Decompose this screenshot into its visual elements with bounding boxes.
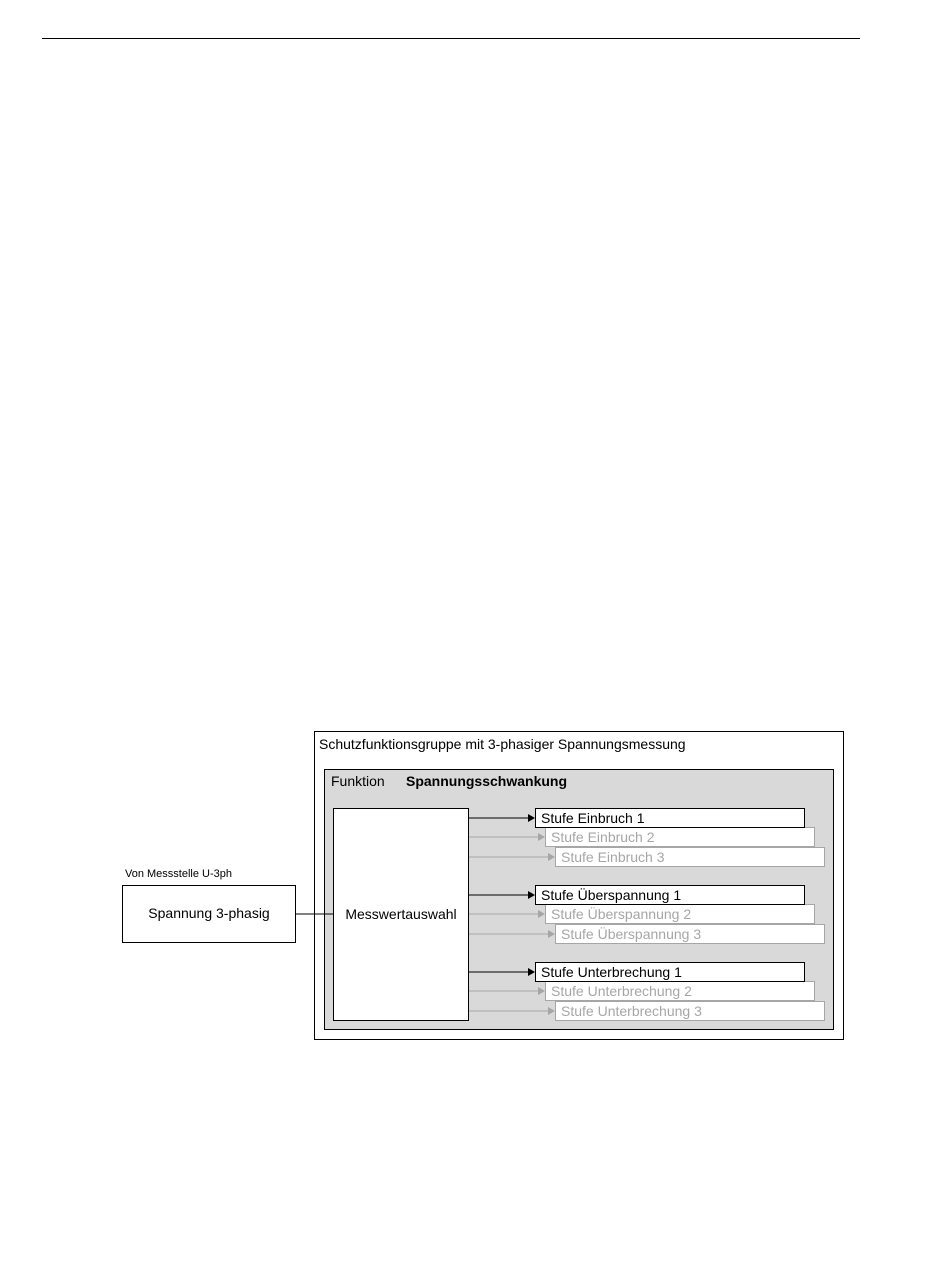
- stage-dip-1: Stufe Einbruch 1: [535, 808, 805, 828]
- stage-interruption-1: Stufe Unterbrechung 1: [535, 962, 805, 982]
- source-box-text: Spannung 3-phasig: [148, 905, 270, 921]
- stage-interruption-2: Stufe Unterbrechung 2: [545, 981, 815, 1001]
- measurement-selector-box: [333, 808, 469, 1021]
- function-name: Spannungsschwankung: [406, 773, 568, 789]
- stage-overvoltage-1: Stufe Überspannung 1: [535, 885, 805, 905]
- source-box: [122, 885, 296, 943]
- stage-interruption-3: Stufe Unterbrechung 3: [555, 1001, 825, 1021]
- protection-group-title: Schutzfunktionsgruppe mit 3-phasiger Spannungsmessung: [319, 736, 686, 752]
- header-rule: [42, 38, 860, 39]
- stage-overvoltage-3: Stufe Überspannung 3: [555, 924, 825, 944]
- function-label: Funktion: [331, 773, 385, 789]
- stage-dip-2: Stufe Einbruch 2: [545, 827, 815, 847]
- stage-dip-3: Stufe Einbruch 3: [555, 847, 825, 867]
- measurement-selector-text: Messwertauswahl: [345, 906, 457, 922]
- source-label: Von Messstelle U-3ph: [125, 868, 232, 880]
- stage-overvoltage-2: Stufe Überspannung 2: [545, 904, 815, 924]
